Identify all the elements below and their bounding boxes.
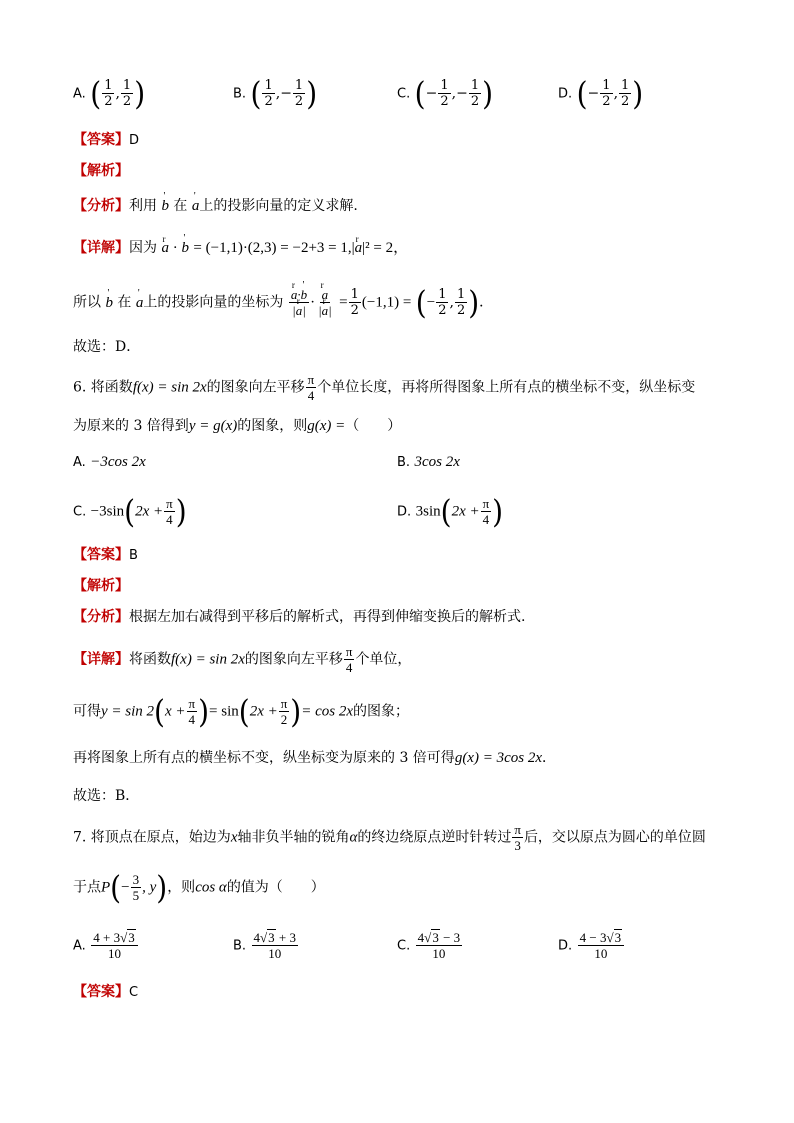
pi-over-4: $\frac{\pi}{4}$ [307, 372, 315, 403]
fraction: $\frac{1}{2}$ [602, 78, 611, 109]
q5-option-d[interactable]: D. (− $\frac{1}{2}$ , $\frac{1}{2}$ ) [558, 73, 644, 112]
fraction: $\frac{1}{2}$ [456, 287, 466, 318]
q6-guxuan: 故选：B． [73, 788, 140, 804]
option-letter: A. [73, 86, 86, 102]
function-f: f(x) = sin 2x [132, 379, 207, 396]
fenxi-label: 【分析】 [73, 198, 129, 214]
q6-zai: 再将图象上所有点的横坐标不变，纵坐标变为原来的 3 倍可得g(x) = 3cos 2x． [73, 750, 556, 766]
q6-jiexi: 【解析】 [73, 578, 129, 594]
q7-option-a[interactable]: A. $\frac{4 + 3√3}{10}$ [73, 930, 139, 961]
q6-option-a[interactable]: A. −3cos 2x [73, 454, 146, 470]
q5-jiexi [73, 161, 129, 181]
answer-value: B [129, 548, 138, 563]
q5-option-c[interactable]: C. (− $\frac{1}{2}$ ,− $\frac{1}{2}$ ) [397, 73, 494, 112]
q6-option-d[interactable]: D. 3sin(2x + $\frac{\pi}{4}$ ) [397, 491, 504, 530]
q6-stem-line2: 为原来的 3 倍得到y = g(x)的图象，则g(x) =（ ） [73, 418, 402, 434]
q7-stem-line2: 于点P(− $\frac{3}{5}$ , y)，则cos α的值为（ ） [73, 867, 325, 906]
q7-option-c[interactable]: C. $\frac{4√3 - 3}{10}$ [397, 930, 461, 961]
vector-b: ' b [161, 196, 169, 216]
q6-fenxi: 【分析】根据左加右减得到平移后的解析式，再得到伸缩变换后的解析式. [73, 609, 526, 625]
vector-b: ' b [105, 293, 113, 313]
fraction: $\frac{1}{2}$ [122, 78, 132, 109]
q5-option-a[interactable]: A. ( $\frac{1}{2}$ , $\frac{1}{2}$ ) [73, 73, 146, 112]
option-fraction: $\frac{4√3 + 3}{10}$ [253, 930, 296, 961]
answer-label: 【答案】 [73, 132, 129, 148]
q5-suoyi: 所以 ' b 在 ' a上的投影向量的坐标为 r $\frac{a\cdot' b}{\text{|r a|}}$ · r $\frac{a}{\text{|r a|}}$ = $\frac{1}{2}$ (−1,1) = (− $\frac{1}{2}$ , $\frac{1}{2}$ )． [73, 287, 493, 318]
q6-xiangjie: 【详解】将函数f(x) = sin 2x的图象向左平移 $\frac{\pi}{4}$ 个单位， [73, 644, 412, 675]
q6-stem-line1: 6. 将函数f(x) = sin 2x的图象向左平移 $\frac{\pi}{4}$ 个单位长度，再将所得图象上所有点的横坐标不变，纵坐标变 [73, 372, 696, 403]
fraction: $\frac{1}{2}$ [104, 78, 113, 109]
q6-option-c[interactable]: C. −3sin(2x + $\frac{\pi}{4}$ ) [73, 491, 187, 530]
option-letter: B. [233, 86, 247, 102]
fraction: $\frac{1}{2}$ [440, 78, 449, 109]
fraction: $\frac{1}{2}$ [438, 287, 447, 318]
option-letter: D. [558, 86, 573, 102]
q7-option-d[interactable]: D. $\frac{4 - 3√3}{10}$ [558, 930, 625, 961]
q5-xiangjie: 【详解】因为 r a · ' b = (−1,1)·(2,3) = −2+3 = 1,|r a|² = 2， [73, 238, 408, 258]
q5-guxuan: 故选：D． [73, 339, 141, 355]
option-letter: C. [397, 86, 411, 102]
vector-a: r a [355, 238, 363, 258]
fraction: $\frac{1}{2}$ [294, 78, 304, 109]
vector-a: ' a [192, 196, 200, 216]
q6-option-b[interactable]: B. 3cos 2x [397, 454, 460, 470]
q5-option-b[interactable]: B. ( $\frac{1}{2}$ ,− $\frac{1}{2}$ ) [233, 73, 318, 112]
q6-kede: 可得y = sin 2(x + $\frac{\pi}{4}$ )= sin(2x + $\frac{\pi}{2}$ )= cos 2x的图象； [73, 691, 410, 730]
q6-answer: 【答案】B [73, 547, 138, 563]
q7-answer: 【答案】C [73, 984, 139, 1000]
q5-answer [73, 130, 139, 151]
answer-value: D [129, 133, 140, 148]
q7-stem-line1: 7. 将顶点在原点，始边为x轴非负半轴的锐角α的终边绕原点逆时针转过 $\frac{\pi}{3}$ 后，交以原点为圆心的单位圆 [73, 822, 706, 853]
fraction: $\frac{1}{2}$ [350, 287, 359, 318]
unit-vector: r $\frac{a}{\text{|r a|}}$ [316, 287, 334, 318]
fraction: $\frac{1}{2}$ [470, 78, 480, 109]
xiangjie-label: 【详解】 [73, 240, 129, 256]
option-fraction: $\frac{4√3 - 3}{10}$ [417, 930, 461, 961]
jiexi-label: 【解析】 [73, 163, 129, 179]
vector-a: ' a [136, 293, 144, 313]
vector-a: r a [161, 238, 169, 258]
answer-value: C [129, 985, 139, 1000]
dot-product-expr: = (−1,1)·(2,3) = −2+3 = 1,| [193, 240, 355, 256]
fraction: $\frac{1}{2}$ [621, 78, 630, 109]
vector-b: ' b [181, 238, 189, 258]
option-fraction: $\frac{4 - 3√3}{10}$ [578, 930, 624, 961]
q5-fenxi: 【分析】利用 ' b 在 ' a上的投影向量的定义求解. [73, 196, 358, 216]
option-fraction: $\frac{4 + 3√3}{10}$ [91, 930, 137, 961]
fraction: $\frac{1}{2}$ [264, 78, 273, 109]
q7-option-b[interactable]: B. $\frac{4√3 + 3}{10}$ [233, 930, 296, 961]
projection-scalar: r $\frac{a\cdot' b}{\text{|r a|}}$ [289, 287, 309, 318]
